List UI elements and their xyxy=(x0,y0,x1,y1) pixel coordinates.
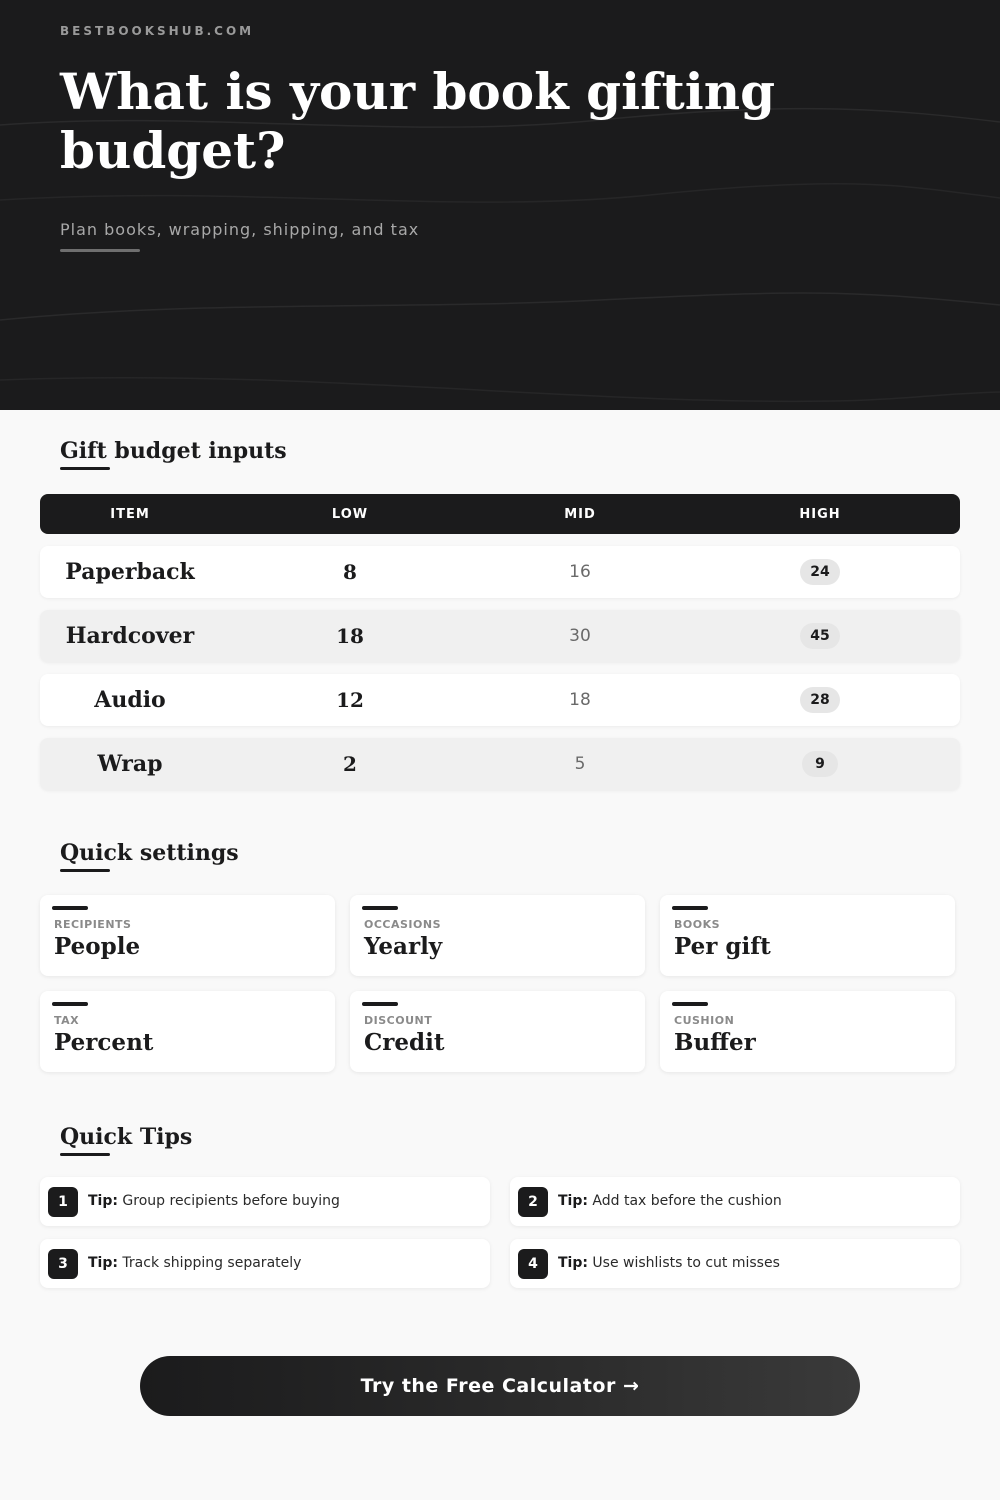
free-calculator-button[interactable]: Try the Free Calculator → xyxy=(140,1356,860,1416)
subtitle-underline xyxy=(60,249,140,252)
setting-card-tax[interactable] xyxy=(40,991,335,1072)
budget-section-title: Gift budget inputs xyxy=(60,438,287,464)
tip-text xyxy=(558,1255,780,1271)
tip-number-badge: 2 xyxy=(518,1187,548,1217)
item-name: Hardcover xyxy=(65,623,195,649)
card-accent-bar xyxy=(672,906,708,910)
tips-section-underline xyxy=(60,1153,110,1156)
low-value: 2 xyxy=(343,752,357,776)
tip-body: Group recipients before buying xyxy=(122,1193,340,1209)
card-value: Yearly xyxy=(364,933,443,960)
budget-table-header xyxy=(40,494,960,534)
column-header-low: LOW xyxy=(331,506,369,522)
card-value: Percent xyxy=(54,1029,154,1056)
tip-prefix: Tip: xyxy=(88,1255,118,1271)
low-value: 18 xyxy=(336,624,364,648)
tip-item xyxy=(40,1239,490,1288)
card-value: Credit xyxy=(364,1029,445,1056)
column-header-mid: MID xyxy=(564,506,596,522)
item-name: Audio xyxy=(94,687,166,713)
page-subtitle: Plan books, wrapping, shipping, and tax xyxy=(60,220,420,239)
tip-body: Track shipping separately xyxy=(122,1255,302,1271)
card-accent-bar xyxy=(672,1002,708,1006)
item-name: Paperback xyxy=(65,559,195,585)
mid-value: 5 xyxy=(574,754,586,774)
setting-card-cushion[interactable] xyxy=(660,991,955,1072)
table-row xyxy=(40,546,960,598)
tip-text xyxy=(558,1193,782,1209)
high-value-badge: 24 xyxy=(800,559,839,585)
low-value: 12 xyxy=(336,688,364,712)
high-value-badge: 28 xyxy=(800,687,839,713)
tip-text xyxy=(88,1193,340,1209)
table-row xyxy=(40,610,960,662)
card-label: RECIPIENTS xyxy=(54,918,132,931)
hero-banner xyxy=(0,0,1000,410)
table-row xyxy=(40,738,960,790)
tip-text xyxy=(88,1255,301,1271)
high-value-badge: 9 xyxy=(802,751,838,777)
tip-prefix: Tip: xyxy=(558,1255,588,1271)
high-value-badge: 45 xyxy=(800,623,839,649)
settings-section-title: Quick settings xyxy=(60,840,239,866)
tip-item xyxy=(40,1177,490,1226)
tip-prefix: Tip: xyxy=(88,1193,118,1209)
tip-number-badge: 4 xyxy=(518,1249,548,1279)
tip-number-badge: 3 xyxy=(48,1249,78,1279)
low-value: 8 xyxy=(343,560,357,584)
card-label: CUSHION xyxy=(674,1014,735,1027)
site-brand: BESTBOOKSHUB.COM xyxy=(60,24,255,38)
setting-card-occasions[interactable] xyxy=(350,895,645,976)
table-row xyxy=(40,674,960,726)
tip-prefix: Tip: xyxy=(558,1193,588,1209)
card-label: OCCASIONS xyxy=(364,918,442,931)
card-accent-bar xyxy=(52,906,88,910)
tips-section-title: Quick Tips xyxy=(60,1124,193,1150)
tip-item xyxy=(510,1239,960,1288)
setting-card-books[interactable] xyxy=(660,895,955,976)
column-header-high: HIGH xyxy=(799,506,841,522)
card-label: DISCOUNT xyxy=(364,1014,433,1027)
tip-body: Add tax before the cushion xyxy=(592,1193,782,1209)
tip-item xyxy=(510,1177,960,1226)
card-accent-bar xyxy=(362,906,398,910)
tip-body: Use wishlists to cut misses xyxy=(592,1255,780,1271)
card-value: Buffer xyxy=(674,1029,756,1056)
setting-card-recipients[interactable] xyxy=(40,895,335,976)
budget-section-underline xyxy=(60,467,110,470)
mid-value: 18 xyxy=(569,690,591,710)
card-accent-bar xyxy=(52,1002,88,1006)
settings-section-underline xyxy=(60,869,110,872)
card-value: Per gift xyxy=(674,933,771,960)
tip-number-badge: 1 xyxy=(48,1187,78,1217)
page-title: What is your book gifting budget? xyxy=(60,62,776,180)
card-accent-bar xyxy=(362,1002,398,1006)
mid-value: 16 xyxy=(569,562,591,582)
setting-card-discount[interactable] xyxy=(350,991,645,1072)
card-label: TAX xyxy=(54,1014,80,1027)
card-label: BOOKS xyxy=(674,918,721,931)
card-value: People xyxy=(54,933,141,960)
mid-value: 30 xyxy=(569,626,591,646)
column-header-item: ITEM xyxy=(110,506,150,522)
item-name: Wrap xyxy=(97,751,163,777)
